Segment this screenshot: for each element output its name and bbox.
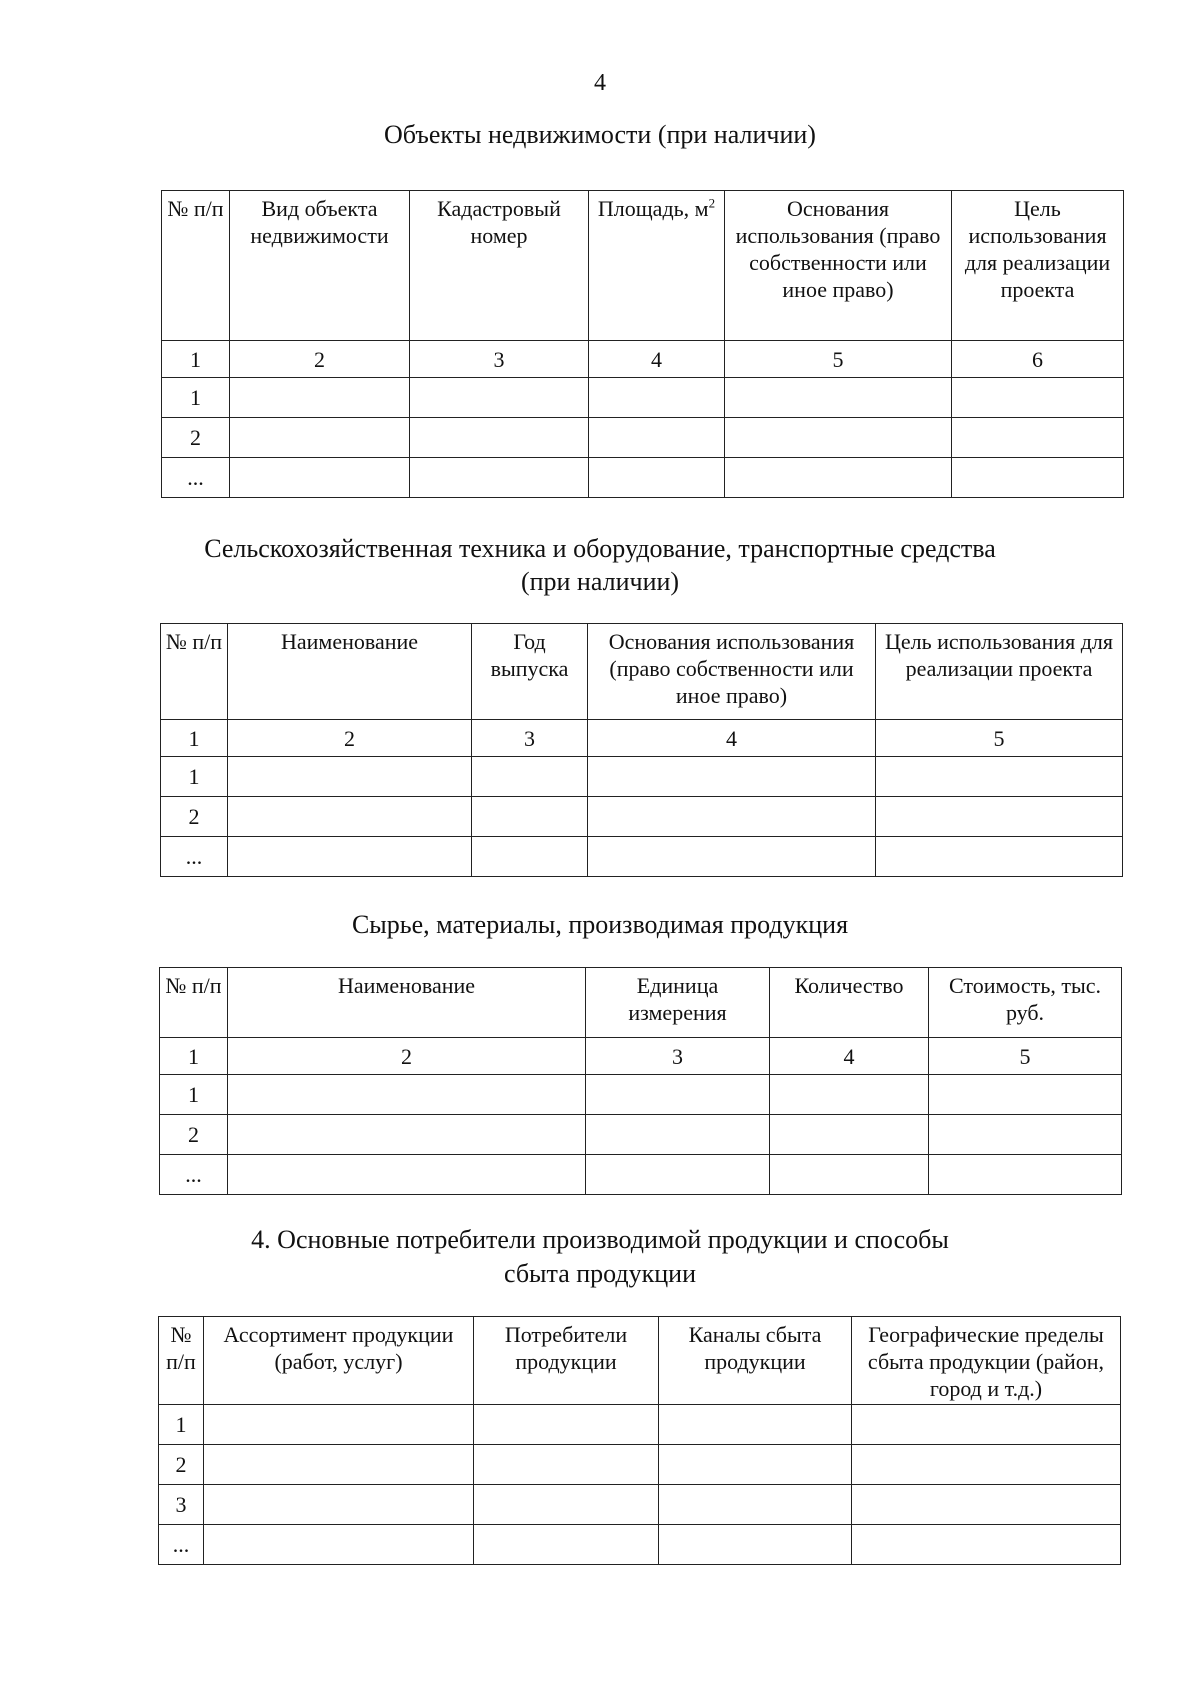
header-cell: Наименование [228,624,472,720]
empty-cell [770,1115,929,1155]
column-number: 3 [472,720,588,757]
empty-cell [230,418,410,458]
header-cell-area [589,191,725,341]
empty-cell [228,837,472,877]
empty-cell [410,418,589,458]
column-number: 1 [162,341,230,378]
empty-cell [852,1445,1121,1485]
empty-cell [952,418,1124,458]
empty-cell [230,378,410,418]
area-superscript: 2 [708,195,716,211]
empty-cell [588,757,876,797]
table-header-row [160,968,1122,1038]
row-number: 2 [162,418,230,458]
header-cell: Год выпуска [472,624,588,720]
header-cell: Наименование [228,968,586,1038]
row-number: 1 [161,757,228,797]
empty-cell [852,1485,1121,1525]
header-cell: № п/п [160,968,228,1038]
empty-cell [586,1075,770,1115]
table-row [160,1155,1122,1195]
empty-cell [852,1405,1121,1445]
row-number: ... [162,458,230,498]
equipment-title-line1: Сельскохозяйственная техника и оборудование, транспортные средства [204,534,996,563]
row-number: ... [160,1155,228,1195]
empty-cell [228,757,472,797]
empty-cell [659,1405,852,1445]
empty-cell [725,418,952,458]
empty-cell [929,1155,1122,1195]
empty-cell [472,837,588,877]
column-number: 2 [228,720,472,757]
empty-cell [952,378,1124,418]
real-estate-title: Объекты недвижимости (при наличии) [384,120,816,149]
column-number: 3 [586,1038,770,1075]
empty-cell [204,1405,474,1445]
empty-cell [204,1485,474,1525]
header-cell: Потребители продукции [474,1317,659,1405]
empty-cell [588,797,876,837]
empty-cell [410,458,589,498]
empty-cell [589,418,725,458]
column-number: 1 [160,1038,228,1075]
column-number: 6 [952,341,1124,378]
empty-cell [410,378,589,418]
empty-cell [770,1155,929,1195]
table-row [160,1115,1122,1155]
empty-cell [472,797,588,837]
empty-cell [228,797,472,837]
column-number: 5 [876,720,1123,757]
column-number: 5 [929,1038,1122,1075]
empty-cell [586,1115,770,1155]
row-number: 2 [161,797,228,837]
row-number: 1 [162,378,230,418]
table-row [161,837,1123,877]
column-number-row [160,1038,1122,1075]
header-cell: Географические пределы сбыта продукции (район, город и т.д.) [852,1317,1121,1405]
empty-cell [929,1075,1122,1115]
column-number: 3 [410,341,589,378]
table-header-row [159,1317,1121,1405]
empty-cell [876,837,1123,877]
row-number: ... [159,1525,204,1565]
table-header-row [162,191,1124,341]
header-cell: Вид объекта недвижимости [230,191,410,341]
empty-cell [586,1155,770,1195]
empty-cell [204,1445,474,1485]
table-row [159,1485,1121,1525]
empty-cell [228,1115,586,1155]
empty-cell [474,1405,659,1445]
empty-cell [589,458,725,498]
empty-cell [770,1075,929,1115]
empty-cell [228,1075,586,1115]
row-number: 2 [159,1445,204,1485]
row-number: 1 [160,1075,228,1115]
empty-cell [659,1485,852,1525]
header-cell: Цель использования для реализации проекта [876,624,1123,720]
table-row [162,458,1124,498]
column-number: 4 [770,1038,929,1075]
equipment-title-line2: (при наличии) [520,567,680,596]
row-number: ... [161,837,228,877]
materials-title: Сырье, материалы, производимая продукция [351,910,849,939]
header-cell: Количество [770,968,929,1038]
table-row [161,757,1123,797]
column-number: 1 [161,720,228,757]
empty-cell [474,1445,659,1485]
table-row [162,418,1124,458]
materials-table [159,967,1122,1195]
row-number: 2 [160,1115,228,1155]
header-cell: Основания использования (право собственности или иное право) [588,624,876,720]
table-row [161,797,1123,837]
empty-cell [659,1445,852,1485]
empty-cell [725,378,952,418]
column-number-row [162,341,1124,378]
header-cell: Каналы сбыта продукции [659,1317,852,1405]
header-cell: Стоимость, тыс. руб. [929,968,1122,1038]
consumers-title-line2: сбыта продукции [503,1259,697,1288]
table-row [159,1445,1121,1485]
header-cell: Ассортимент продукции (работ, услуг) [204,1317,474,1405]
empty-cell [876,797,1123,837]
column-number: 2 [228,1038,586,1075]
empty-cell [852,1525,1121,1565]
equipment-table [160,623,1123,877]
column-number: 2 [230,341,410,378]
empty-cell [876,757,1123,797]
header-cell: № п/п [159,1317,204,1405]
table-row [159,1525,1121,1565]
empty-cell [588,837,876,877]
consumers-table [158,1316,1121,1565]
column-number: 4 [588,720,876,757]
empty-cell [204,1525,474,1565]
table-header-row [161,624,1123,720]
table-row [160,1075,1122,1115]
empty-cell [472,757,588,797]
header-cell: Единица измерения [586,968,770,1038]
header-cell: № п/п [162,191,230,341]
empty-cell [230,458,410,498]
column-number: 4 [589,341,725,378]
header-cell: Кадастровый номер [410,191,589,341]
empty-cell [228,1155,586,1195]
real-estate-table [161,190,1124,498]
table-row [159,1405,1121,1445]
empty-cell [589,378,725,418]
header-area-label: Площадь, м [597,196,709,221]
row-number: 3 [159,1485,204,1525]
header-cell: № п/п [161,624,228,720]
empty-cell [474,1485,659,1525]
row-number: 1 [159,1405,204,1445]
empty-cell [659,1525,852,1565]
empty-cell [474,1525,659,1565]
column-number-row [161,720,1123,757]
column-number: 5 [725,341,952,378]
consumers-title-line1: 4. Основные потребители производимой продукции и способы [251,1225,949,1254]
header-cell: Основания использования (право собственности или иное право) [725,191,952,341]
table-row [162,378,1124,418]
empty-cell [725,458,952,498]
empty-cell [929,1115,1122,1155]
header-cell: Цель использования для реализации проекта [952,191,1124,341]
empty-cell [952,458,1124,498]
page-number: 4 [594,70,606,96]
